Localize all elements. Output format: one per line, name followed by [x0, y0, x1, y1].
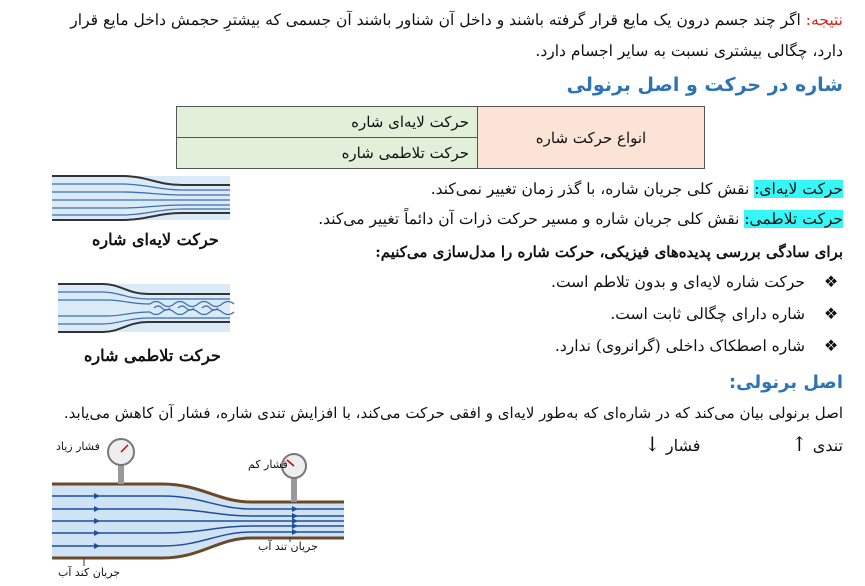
assumption-text: شاره دارای چگالی ثابت است. — [610, 305, 805, 323]
flow-types-label: انواع حرکت شاره — [478, 107, 705, 169]
pressure-indicator — [644, 432, 700, 456]
table-row — [177, 107, 705, 138]
flow-type-turbulent: حرکت تلاطمی شاره — [177, 138, 478, 169]
list-item — [551, 272, 843, 291]
down-arrow-icon: ↓ — [644, 432, 661, 456]
speed-label: تندی — [812, 436, 843, 455]
fast-flow-label: جریان تند آب — [258, 540, 318, 553]
laminar-definition — [431, 178, 843, 200]
speed-indicator — [791, 432, 843, 456]
turbulent-term: حرکت تلاطمی: — [744, 210, 843, 228]
laminar-term: حرکت لایه‌ای: — [754, 180, 843, 198]
list-item — [555, 336, 843, 355]
high-pressure-label: فشار زیاد — [56, 440, 100, 453]
bernoulli-statement: اصل برنولی بیان می‌کند که در شاره‌ای که به‌طور لایه‌ای و افقی حرکت می‌کند، با افزایش تندی شاره، فشار آن کاهش می‌یابد. — [63, 404, 843, 422]
laminar-text: نقش کلی جریان شاره، با گذر زمان تغییر نمی‌کند. — [430, 180, 755, 198]
flow-types-table — [176, 106, 705, 169]
up-arrow-icon: ↑ — [790, 432, 808, 456]
assumption-text: حرکت شاره لایه‌ای و بدون تلاطم است. — [551, 273, 805, 291]
slow-flow-label: جریان کند آب — [58, 566, 121, 579]
flow-type-laminar: حرکت لایه‌ای شاره — [177, 107, 478, 138]
laminar-caption: حرکت لایه‌ای شاره — [92, 230, 219, 249]
conclusion-label: نتیجه: — [805, 11, 843, 29]
high-pressure-gauge-icon — [108, 439, 134, 484]
diamond-bullet-icon: ❖ — [823, 304, 839, 323]
bernoulli-heading: اصل برنولی: — [728, 372, 843, 393]
diamond-bullet-icon: ❖ — [823, 272, 839, 291]
bernoulli-pipe-diagram — [52, 432, 344, 582]
laminar-flow-diagram — [52, 172, 230, 224]
turbulent-caption: حرکت تلاطمی شاره — [84, 346, 221, 365]
conclusion-text-1: اگر چند جسم درون یک مایع قرار گرفته باشند و داخل آن شناور باشند آن جسمی که بیشترِ حجمش داخل مایع قرار — [70, 11, 806, 29]
pressure-label: فشار — [665, 436, 701, 455]
diamond-bullet-icon: ❖ — [823, 336, 839, 355]
assumption-text: شاره اصطکاک داخلی (گرانروی) ندارد. — [554, 337, 805, 355]
turbulent-text: نقش کلی جریان شاره و مسیر حرکت ذرات آن دائماً تغییر می‌کند. — [318, 210, 745, 228]
conclusion-line-1 — [70, 9, 843, 31]
conclusion-line-2: دارد، چگالی بیشتری نسبت به سایر اجسام دارد. — [535, 42, 843, 60]
turbulent-definition — [318, 208, 843, 230]
modeling-intro: برای سادگی بررسی پدیده‌های فیزیکی، حرکت شاره را مدل‌سازی می‌کنیم: — [375, 243, 843, 261]
turbulent-flow-diagram — [58, 282, 230, 334]
list-item — [610, 304, 843, 323]
low-pressure-label: فشار کم — [248, 458, 288, 471]
section-heading: شاره در حرکت و اصل برنولی — [566, 74, 843, 96]
